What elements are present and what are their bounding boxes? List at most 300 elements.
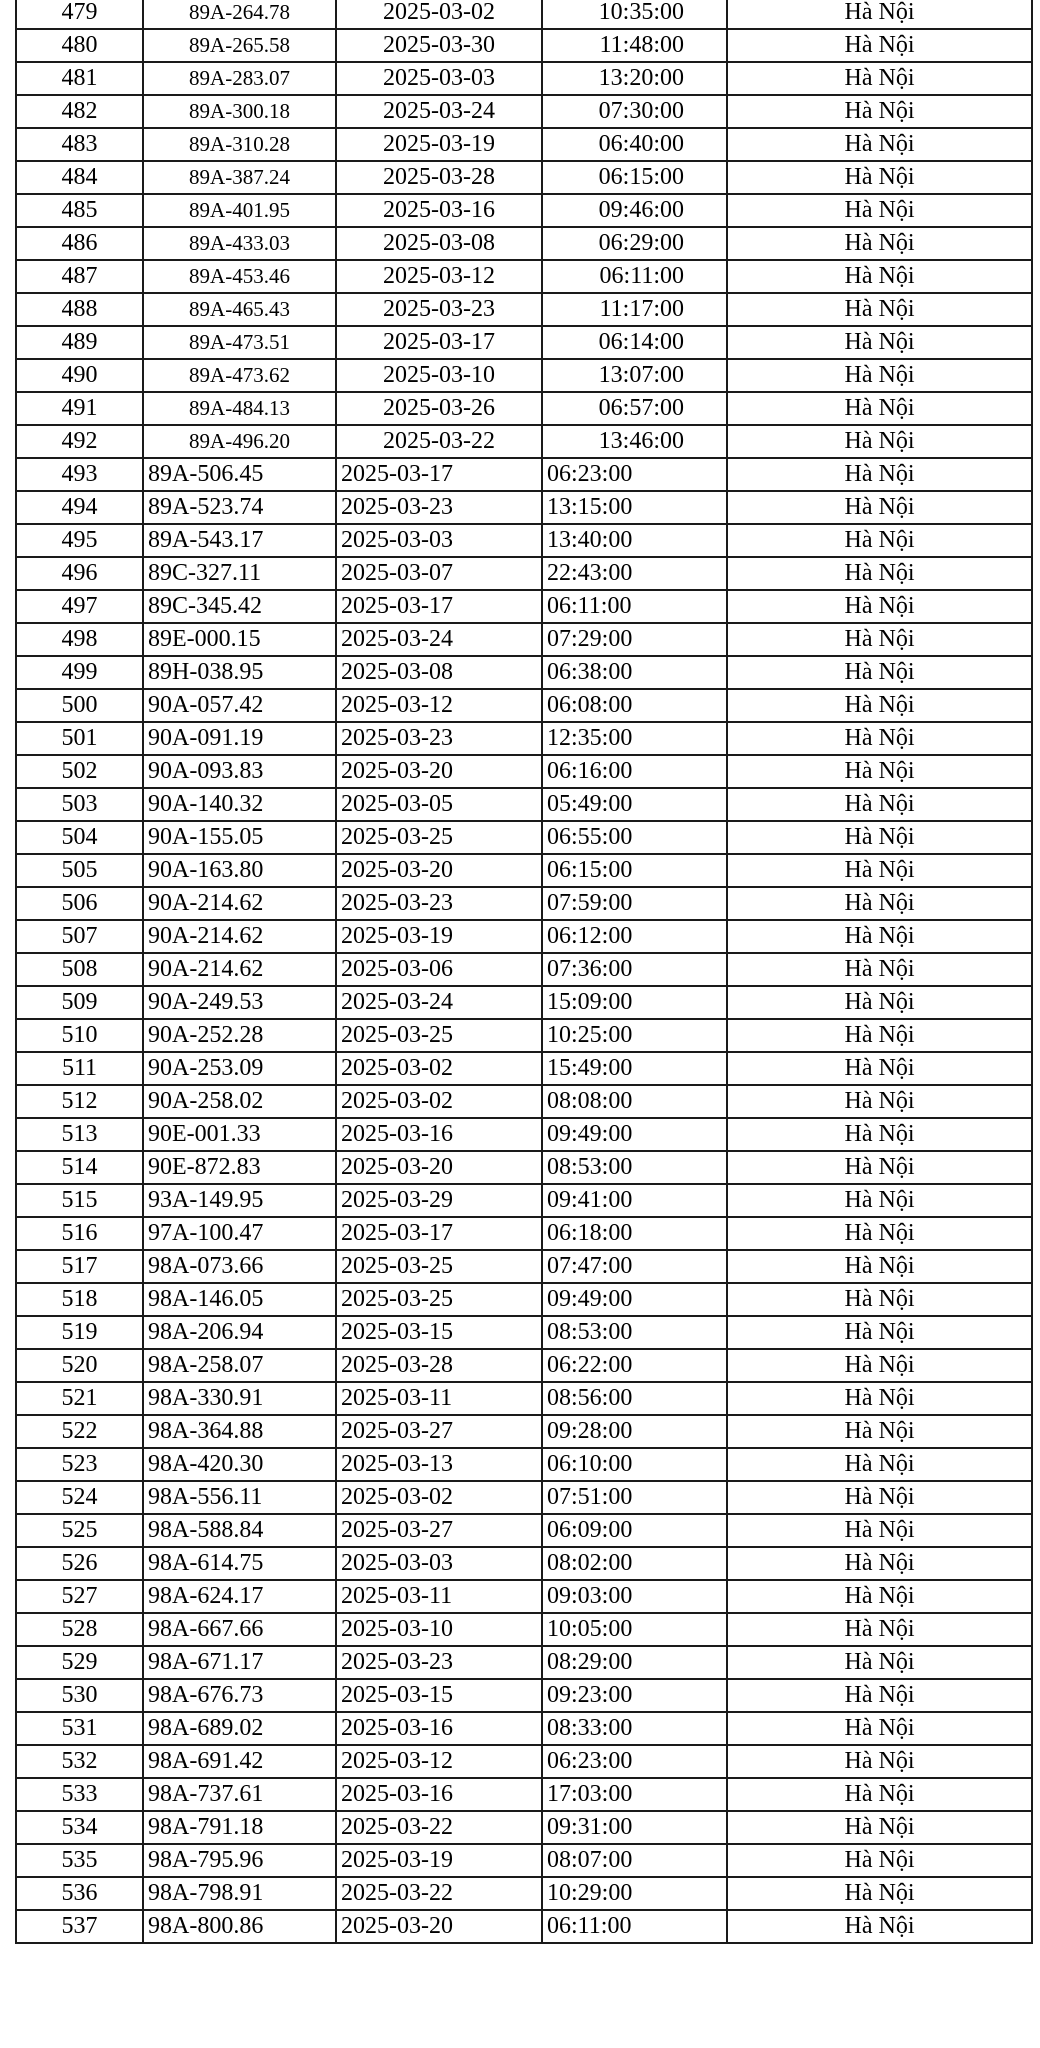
license-plate-cell: 89A-465.43 — [143, 293, 336, 326]
row-number-cell: 506 — [16, 887, 143, 920]
time-cell: 11:48:00 — [542, 29, 727, 62]
row-number-cell: 498 — [16, 623, 143, 656]
location-cell: Hà Nội — [727, 458, 1032, 491]
date-cell: 2025-03-03 — [336, 62, 542, 95]
license-plate-cell: 89A-310.28 — [143, 128, 336, 161]
table-row — [16, 326, 1032, 359]
table-row — [16, 1250, 1032, 1283]
time-cell: 08:02:00 — [542, 1547, 727, 1580]
table-row — [16, 1613, 1032, 1646]
row-number-cell: 528 — [16, 1613, 143, 1646]
table-row — [16, 1448, 1032, 1481]
table-row — [16, 821, 1032, 854]
license-plate-cell: 89A-387.24 — [143, 161, 336, 194]
location-cell: Hà Nội — [727, 293, 1032, 326]
time-cell: 06:18:00 — [542, 1217, 727, 1250]
time-cell: 17:03:00 — [542, 1778, 727, 1811]
date-cell: 2025-03-20 — [336, 1151, 542, 1184]
location-cell: Hà Nội — [727, 128, 1032, 161]
table-row — [16, 1316, 1032, 1349]
table-row — [16, 1547, 1032, 1580]
location-cell: Hà Nội — [727, 0, 1032, 29]
date-cell: 2025-03-06 — [336, 953, 542, 986]
row-number-cell: 520 — [16, 1349, 143, 1382]
license-plate-cell: 90A-252.28 — [143, 1019, 336, 1052]
date-cell: 2025-03-28 — [336, 161, 542, 194]
table-row — [16, 1844, 1032, 1877]
row-number-cell: 527 — [16, 1580, 143, 1613]
row-number-cell: 512 — [16, 1085, 143, 1118]
license-plate-cell: 98A-146.05 — [143, 1283, 336, 1316]
location-cell: Hà Nội — [727, 1679, 1032, 1712]
time-cell: 06:11:00 — [542, 590, 727, 623]
row-number-cell: 502 — [16, 755, 143, 788]
date-cell: 2025-03-27 — [336, 1514, 542, 1547]
date-cell: 2025-03-11 — [336, 1580, 542, 1613]
date-cell: 2025-03-19 — [336, 128, 542, 161]
time-cell: 06:09:00 — [542, 1514, 727, 1547]
date-cell: 2025-03-08 — [336, 227, 542, 260]
table-row — [16, 1184, 1032, 1217]
license-plate-cell: 98A-689.02 — [143, 1712, 336, 1745]
time-cell: 08:33:00 — [542, 1712, 727, 1745]
time-cell: 09:03:00 — [542, 1580, 727, 1613]
time-cell: 08:53:00 — [542, 1151, 727, 1184]
table-row — [16, 1382, 1032, 1415]
time-cell: 09:49:00 — [542, 1118, 727, 1151]
time-cell: 08:56:00 — [542, 1382, 727, 1415]
table-row — [16, 1778, 1032, 1811]
date-cell: 2025-03-16 — [336, 1778, 542, 1811]
table-row — [16, 0, 1032, 29]
location-cell: Hà Nội — [727, 854, 1032, 887]
date-cell: 2025-03-19 — [336, 920, 542, 953]
location-cell: Hà Nội — [727, 722, 1032, 755]
row-number-cell: 536 — [16, 1877, 143, 1910]
location-cell: Hà Nội — [727, 524, 1032, 557]
row-number-cell: 507 — [16, 920, 143, 953]
time-cell: 07:29:00 — [542, 623, 727, 656]
table-row — [16, 1910, 1032, 1943]
location-cell: Hà Nội — [727, 1019, 1032, 1052]
date-cell: 2025-03-07 — [336, 557, 542, 590]
time-cell: 07:30:00 — [542, 95, 727, 128]
row-number-cell: 504 — [16, 821, 143, 854]
table-row — [16, 689, 1032, 722]
row-number-cell: 505 — [16, 854, 143, 887]
table-row — [16, 1646, 1032, 1679]
location-cell: Hà Nội — [727, 920, 1032, 953]
row-number-cell: 521 — [16, 1382, 143, 1415]
date-cell: 2025-03-12 — [336, 1745, 542, 1778]
row-number-cell: 500 — [16, 689, 143, 722]
row-number-cell: 519 — [16, 1316, 143, 1349]
location-cell: Hà Nội — [727, 1547, 1032, 1580]
time-cell: 15:49:00 — [542, 1052, 727, 1085]
location-cell: Hà Nội — [727, 887, 1032, 920]
time-cell: 13:46:00 — [542, 425, 727, 458]
table-row — [16, 1712, 1032, 1745]
row-number-cell: 495 — [16, 524, 143, 557]
date-cell: 2025-03-24 — [336, 95, 542, 128]
time-cell: 09:28:00 — [542, 1415, 727, 1448]
location-cell: Hà Nội — [727, 1052, 1032, 1085]
date-cell: 2025-03-11 — [336, 1382, 542, 1415]
license-plate-cell: 90A-163.80 — [143, 854, 336, 887]
license-plate-cell: 98A-556.11 — [143, 1481, 336, 1514]
location-cell: Hà Nội — [727, 755, 1032, 788]
location-cell: Hà Nội — [727, 62, 1032, 95]
time-cell: 08:53:00 — [542, 1316, 727, 1349]
time-cell: 09:41:00 — [542, 1184, 727, 1217]
table-row — [16, 1679, 1032, 1712]
date-cell: 2025-03-12 — [336, 689, 542, 722]
location-cell: Hà Nội — [727, 1349, 1032, 1382]
license-plate-cell: 98A-364.88 — [143, 1415, 336, 1448]
table-row — [16, 392, 1032, 425]
table-row — [16, 1580, 1032, 1613]
date-cell: 2025-03-22 — [336, 425, 542, 458]
table-row — [16, 260, 1032, 293]
row-number-cell: 524 — [16, 1481, 143, 1514]
date-cell: 2025-03-20 — [336, 854, 542, 887]
date-cell: 2025-03-24 — [336, 623, 542, 656]
date-cell: 2025-03-23 — [336, 722, 542, 755]
location-cell: Hà Nội — [727, 1580, 1032, 1613]
table-row — [16, 887, 1032, 920]
table-row — [16, 986, 1032, 1019]
date-cell: 2025-03-23 — [336, 491, 542, 524]
license-plate-cell: 90A-091.19 — [143, 722, 336, 755]
table-row — [16, 1745, 1032, 1778]
date-cell: 2025-03-24 — [336, 986, 542, 1019]
location-cell: Hà Nội — [727, 194, 1032, 227]
row-number-cell: 530 — [16, 1679, 143, 1712]
time-cell: 06:16:00 — [542, 755, 727, 788]
date-cell: 2025-03-20 — [336, 755, 542, 788]
time-cell: 09:31:00 — [542, 1811, 727, 1844]
date-cell: 2025-03-29 — [336, 1184, 542, 1217]
table-row — [16, 1877, 1032, 1910]
license-plate-cell: 98A-206.94 — [143, 1316, 336, 1349]
location-cell: Hà Nội — [727, 1217, 1032, 1250]
license-plate-cell: 89E-000.15 — [143, 623, 336, 656]
table-row — [16, 227, 1032, 260]
location-cell: Hà Nội — [727, 689, 1032, 722]
location-cell: Hà Nội — [727, 623, 1032, 656]
row-number-cell: 494 — [16, 491, 143, 524]
time-cell: 07:47:00 — [542, 1250, 727, 1283]
license-plate-cell: 98A-614.75 — [143, 1547, 336, 1580]
table-row — [16, 425, 1032, 458]
license-plate-cell: 90E-872.83 — [143, 1151, 336, 1184]
date-cell: 2025-03-13 — [336, 1448, 542, 1481]
location-cell: Hà Nội — [727, 1415, 1032, 1448]
date-cell: 2025-03-22 — [336, 1877, 542, 1910]
license-plate-cell: 93A-149.95 — [143, 1184, 336, 1217]
license-plate-cell: 98A-667.66 — [143, 1613, 336, 1646]
row-number-cell: 529 — [16, 1646, 143, 1679]
license-plate-cell: 89A-506.45 — [143, 458, 336, 491]
date-cell: 2025-03-20 — [336, 1910, 542, 1943]
date-cell: 2025-03-03 — [336, 1547, 542, 1580]
row-number-cell: 534 — [16, 1811, 143, 1844]
date-cell: 2025-03-25 — [336, 821, 542, 854]
time-cell: 06:11:00 — [542, 1910, 727, 1943]
table-row — [16, 1481, 1032, 1514]
location-cell: Hà Nội — [727, 161, 1032, 194]
license-plate-cell: 98A-800.86 — [143, 1910, 336, 1943]
time-cell: 07:51:00 — [542, 1481, 727, 1514]
location-cell: Hà Nội — [727, 359, 1032, 392]
location-cell: Hà Nội — [727, 227, 1032, 260]
license-plate-cell: 98A-258.07 — [143, 1349, 336, 1382]
row-number-cell: 492 — [16, 425, 143, 458]
license-plate-cell: 98A-737.61 — [143, 1778, 336, 1811]
table-row — [16, 656, 1032, 689]
license-plate-cell: 90A-093.83 — [143, 755, 336, 788]
license-plate-cell: 90A-155.05 — [143, 821, 336, 854]
location-cell: Hà Nội — [727, 656, 1032, 689]
table-body — [16, 0, 1032, 1943]
date-cell: 2025-03-17 — [336, 458, 542, 491]
date-cell: 2025-03-25 — [336, 1019, 542, 1052]
row-number-cell: 514 — [16, 1151, 143, 1184]
time-cell: 08:07:00 — [542, 1844, 727, 1877]
row-number-cell: 491 — [16, 392, 143, 425]
license-plate-cell: 98A-791.18 — [143, 1811, 336, 1844]
time-cell: 06:11:00 — [542, 260, 727, 293]
row-number-cell: 479 — [16, 0, 143, 29]
license-plate-cell: 89A-433.03 — [143, 227, 336, 260]
location-cell: Hà Nội — [727, 557, 1032, 590]
location-cell: Hà Nội — [727, 1118, 1032, 1151]
license-plate-cell: 89A-484.13 — [143, 392, 336, 425]
table-row — [16, 1019, 1032, 1052]
license-plate-cell: 89A-523.74 — [143, 491, 336, 524]
row-number-cell: 486 — [16, 227, 143, 260]
date-cell: 2025-03-30 — [336, 29, 542, 62]
table-row — [16, 491, 1032, 524]
time-cell: 10:25:00 — [542, 1019, 727, 1052]
time-cell: 08:29:00 — [542, 1646, 727, 1679]
table-row — [16, 1217, 1032, 1250]
time-cell: 13:40:00 — [542, 524, 727, 557]
location-cell: Hà Nội — [727, 1151, 1032, 1184]
license-plate-cell: 89A-283.07 — [143, 62, 336, 95]
location-cell: Hà Nội — [727, 1250, 1032, 1283]
date-cell: 2025-03-27 — [336, 1415, 542, 1448]
license-plate-cell: 89A-453.46 — [143, 260, 336, 293]
license-plate-cell: 90A-057.42 — [143, 689, 336, 722]
table-row — [16, 788, 1032, 821]
row-number-cell: 497 — [16, 590, 143, 623]
time-cell: 05:49:00 — [542, 788, 727, 821]
row-number-cell: 503 — [16, 788, 143, 821]
license-plate-cell: 89A-265.58 — [143, 29, 336, 62]
date-cell: 2025-03-22 — [336, 1811, 542, 1844]
location-cell: Hà Nội — [727, 590, 1032, 623]
date-cell: 2025-03-10 — [336, 1613, 542, 1646]
location-cell: Hà Nội — [727, 1613, 1032, 1646]
time-cell: 22:43:00 — [542, 557, 727, 590]
time-cell: 09:46:00 — [542, 194, 727, 227]
row-number-cell: 496 — [16, 557, 143, 590]
location-cell: Hà Nội — [727, 953, 1032, 986]
license-plate-cell: 98A-676.73 — [143, 1679, 336, 1712]
date-cell: 2025-03-03 — [336, 524, 542, 557]
table-row — [16, 1052, 1032, 1085]
time-cell: 06:14:00 — [542, 326, 727, 359]
table-row — [16, 1349, 1032, 1382]
date-cell: 2025-03-02 — [336, 1085, 542, 1118]
time-cell: 06:08:00 — [542, 689, 727, 722]
time-cell: 06:29:00 — [542, 227, 727, 260]
date-cell: 2025-03-15 — [336, 1316, 542, 1349]
location-cell: Hà Nội — [727, 29, 1032, 62]
time-cell: 09:49:00 — [542, 1283, 727, 1316]
table-row — [16, 557, 1032, 590]
row-number-cell: 513 — [16, 1118, 143, 1151]
time-cell: 10:05:00 — [542, 1613, 727, 1646]
date-cell: 2025-03-26 — [336, 392, 542, 425]
date-cell: 2025-03-16 — [336, 1118, 542, 1151]
date-cell: 2025-03-17 — [336, 1217, 542, 1250]
location-cell: Hà Nội — [727, 392, 1032, 425]
time-cell: 13:07:00 — [542, 359, 727, 392]
location-cell: Hà Nội — [727, 1184, 1032, 1217]
date-cell: 2025-03-10 — [336, 359, 542, 392]
time-cell: 10:35:00 — [542, 0, 727, 29]
row-number-cell: 499 — [16, 656, 143, 689]
table-row — [16, 458, 1032, 491]
license-plate-cell: 90A-214.62 — [143, 953, 336, 986]
date-cell: 2025-03-02 — [336, 0, 542, 29]
row-number-cell: 531 — [16, 1712, 143, 1745]
row-number-cell: 537 — [16, 1910, 143, 1943]
license-plate-cell: 89A-543.17 — [143, 524, 336, 557]
time-cell: 12:35:00 — [542, 722, 727, 755]
time-cell: 06:15:00 — [542, 854, 727, 887]
row-number-cell: 490 — [16, 359, 143, 392]
time-cell: 06:57:00 — [542, 392, 727, 425]
row-number-cell: 533 — [16, 1778, 143, 1811]
table-row — [16, 194, 1032, 227]
location-cell: Hà Nội — [727, 1877, 1032, 1910]
row-number-cell: 480 — [16, 29, 143, 62]
row-number-cell: 488 — [16, 293, 143, 326]
date-cell: 2025-03-12 — [336, 260, 542, 293]
license-plate-cell: 98A-691.42 — [143, 1745, 336, 1778]
table-row — [16, 854, 1032, 887]
time-cell: 06:38:00 — [542, 656, 727, 689]
violations-table — [15, 0, 1033, 1944]
row-number-cell: 523 — [16, 1448, 143, 1481]
location-cell: Hà Nội — [727, 1745, 1032, 1778]
row-number-cell: 518 — [16, 1283, 143, 1316]
location-cell: Hà Nội — [727, 1085, 1032, 1118]
time-cell: 08:08:00 — [542, 1085, 727, 1118]
license-plate-cell: 90E-001.33 — [143, 1118, 336, 1151]
license-plate-cell: 98A-420.30 — [143, 1448, 336, 1481]
date-cell: 2025-03-16 — [336, 1712, 542, 1745]
license-plate-cell: 97A-100.47 — [143, 1217, 336, 1250]
time-cell: 09:23:00 — [542, 1679, 727, 1712]
license-plate-cell: 90A-258.02 — [143, 1085, 336, 1118]
date-cell: 2025-03-02 — [336, 1052, 542, 1085]
location-cell: Hà Nội — [727, 1811, 1032, 1844]
time-cell: 10:29:00 — [542, 1877, 727, 1910]
table-row — [16, 722, 1032, 755]
table-row — [16, 953, 1032, 986]
date-cell: 2025-03-16 — [336, 194, 542, 227]
license-plate-cell: 89A-473.51 — [143, 326, 336, 359]
table-row — [16, 62, 1032, 95]
table-row — [16, 128, 1032, 161]
location-cell: Hà Nội — [727, 1448, 1032, 1481]
date-cell: 2025-03-02 — [336, 1481, 542, 1514]
license-plate-cell: 89A-473.62 — [143, 359, 336, 392]
location-cell: Hà Nội — [727, 1646, 1032, 1679]
date-cell: 2025-03-28 — [336, 1349, 542, 1382]
row-number-cell: 526 — [16, 1547, 143, 1580]
row-number-cell: 482 — [16, 95, 143, 128]
license-plate-cell: 98A-624.17 — [143, 1580, 336, 1613]
license-plate-cell: 90A-214.62 — [143, 920, 336, 953]
location-cell: Hà Nội — [727, 1316, 1032, 1349]
table-row — [16, 1415, 1032, 1448]
location-cell: Hà Nội — [727, 1910, 1032, 1943]
row-number-cell: 515 — [16, 1184, 143, 1217]
time-cell: 07:36:00 — [542, 953, 727, 986]
location-cell: Hà Nội — [727, 1712, 1032, 1745]
row-number-cell: 501 — [16, 722, 143, 755]
row-number-cell: 532 — [16, 1745, 143, 1778]
row-number-cell: 481 — [16, 62, 143, 95]
table-row — [16, 161, 1032, 194]
license-plate-cell: 90A-140.32 — [143, 788, 336, 821]
location-cell: Hà Nội — [727, 326, 1032, 359]
location-cell: Hà Nội — [727, 821, 1032, 854]
row-number-cell: 508 — [16, 953, 143, 986]
date-cell: 2025-03-05 — [336, 788, 542, 821]
table-row — [16, 1283, 1032, 1316]
row-number-cell: 511 — [16, 1052, 143, 1085]
location-cell: Hà Nội — [727, 1481, 1032, 1514]
license-plate-cell: 89A-496.20 — [143, 425, 336, 458]
date-cell: 2025-03-23 — [336, 887, 542, 920]
license-plate-cell: 89C-327.11 — [143, 557, 336, 590]
row-number-cell: 525 — [16, 1514, 143, 1547]
table-row — [16, 1085, 1032, 1118]
license-plate-cell: 90A-249.53 — [143, 986, 336, 1019]
table-row — [16, 1514, 1032, 1547]
time-cell: 06:15:00 — [542, 161, 727, 194]
time-cell: 11:17:00 — [542, 293, 727, 326]
time-cell: 06:40:00 — [542, 128, 727, 161]
location-cell: Hà Nội — [727, 1514, 1032, 1547]
time-cell: 06:12:00 — [542, 920, 727, 953]
row-number-cell: 485 — [16, 194, 143, 227]
location-cell: Hà Nội — [727, 986, 1032, 1019]
date-cell: 2025-03-25 — [336, 1250, 542, 1283]
license-plate-cell: 98A-798.91 — [143, 1877, 336, 1910]
date-cell: 2025-03-19 — [336, 1844, 542, 1877]
license-plate-cell: 90A-253.09 — [143, 1052, 336, 1085]
license-plate-cell: 98A-795.96 — [143, 1844, 336, 1877]
location-cell: Hà Nội — [727, 260, 1032, 293]
row-number-cell: 510 — [16, 1019, 143, 1052]
